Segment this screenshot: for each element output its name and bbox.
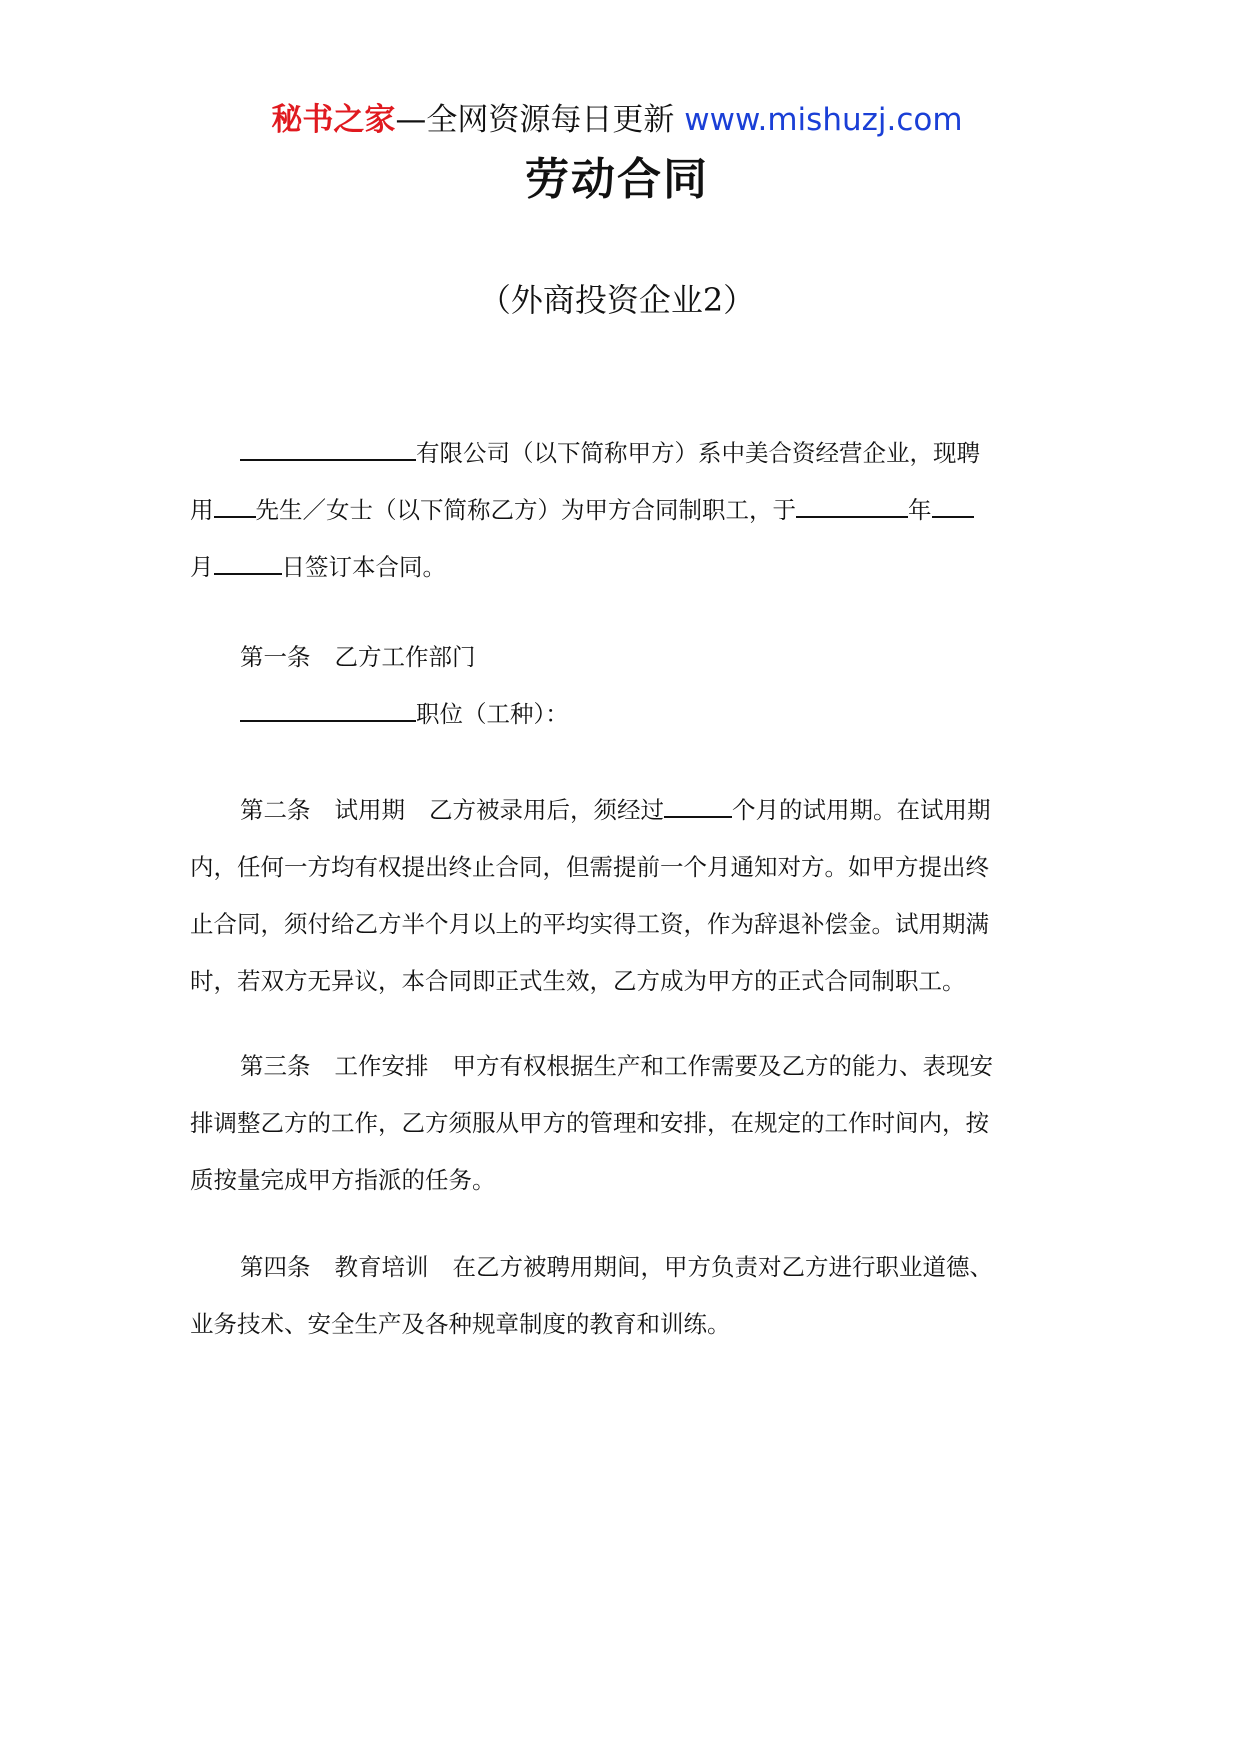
article-2-line-2: 内，任何一方均有权提出终止合同，但需提前一个月通知对方。如甲方提出终: [190, 853, 989, 881]
article-2: [190, 782, 1045, 1010]
article-4: [190, 1239, 1045, 1353]
department-blank: [240, 700, 416, 722]
article-1-position-label: 职位（工种）：: [416, 700, 569, 728]
intro-text-3b: 日签订本合同。: [281, 553, 446, 581]
article-1-heading-line: [190, 629, 1045, 686]
article-2-text-1a: 乙方被录用后，须经过: [429, 796, 664, 824]
article-3: [190, 1038, 1045, 1209]
article-3-title: 工作安排: [334, 1052, 429, 1080]
article-1-line-2: [190, 686, 1045, 743]
article-2-text-1b: 个月的试用期。在试用期: [732, 796, 991, 824]
intro-text-2c: 年: [908, 496, 932, 524]
document-title: 劳动合同: [525, 154, 709, 205]
article-4-heading: 第四条: [240, 1253, 311, 1281]
article-4-text-1: 在乙方被聘用期间，甲方负责对乙方进行职业道德、: [452, 1253, 993, 1281]
article-3-line-1: [190, 1038, 1045, 1095]
article-2-title: 试用期: [334, 796, 405, 824]
intro-text-2b: 先生／女士（以下简称乙方）为甲方合同制职工，于: [255, 496, 796, 524]
article-2-heading: 第二条: [240, 796, 311, 824]
article-2-line-3: 止合同，须付给乙方半个月以上的平均实得工资，作为辞退补偿金。试用期满: [190, 910, 989, 938]
article-1-heading: 第一条: [240, 643, 311, 671]
company-name-blank: [240, 439, 416, 461]
article-3-line-3: 质按量完成甲方指派的任务。: [190, 1166, 496, 1194]
intro-paragraph: [190, 425, 1045, 596]
article-1-title: 乙方工作部门: [334, 643, 476, 671]
intro-line-3: [190, 539, 1045, 596]
intro-text-1: 有限公司（以下简称甲方）系中美合资经营企业，现聘: [416, 439, 980, 467]
intro-text-2a: 用: [190, 496, 214, 524]
site-brand: 秘书之家: [271, 102, 396, 138]
intro-line-2: [190, 482, 1045, 539]
year-blank: [796, 496, 908, 518]
article-2-line-1: [190, 782, 1045, 839]
site-tagline: —全网资源每日更新: [395, 102, 685, 138]
intro-text-3a: 月: [190, 553, 214, 581]
article-2-line-4: 时，若双方无异议，本合同即正式生效，乙方成为甲方的正式合同制职工。: [190, 967, 966, 995]
month-blank: [932, 496, 974, 518]
site-url-link[interactable]: www.mishuzj.com: [684, 102, 963, 138]
article-1: [190, 629, 1045, 743]
article-4-line-1: [190, 1239, 1045, 1296]
article-3-heading: 第三条: [240, 1052, 311, 1080]
site-header: [0, 100, 1234, 140]
probation-months-blank: [664, 796, 732, 818]
article-4-title: 教育培训: [334, 1253, 429, 1281]
article-3-text-1: 甲方有权根据生产和工作需要及乙方的能力、表现安: [452, 1052, 993, 1080]
day-blank: [214, 553, 282, 575]
document-subtitle: （外商投资企业2）: [478, 281, 756, 319]
article-4-line-2: 业务技术、安全生产及各种规章制度的教育和训练。: [190, 1310, 731, 1338]
article-3-line-2: 排调整乙方的工作，乙方须服从甲方的管理和安排，在规定的工作时间内，按: [190, 1109, 989, 1137]
intro-line-1: [190, 425, 1045, 482]
employee-name-blank: [214, 496, 256, 518]
